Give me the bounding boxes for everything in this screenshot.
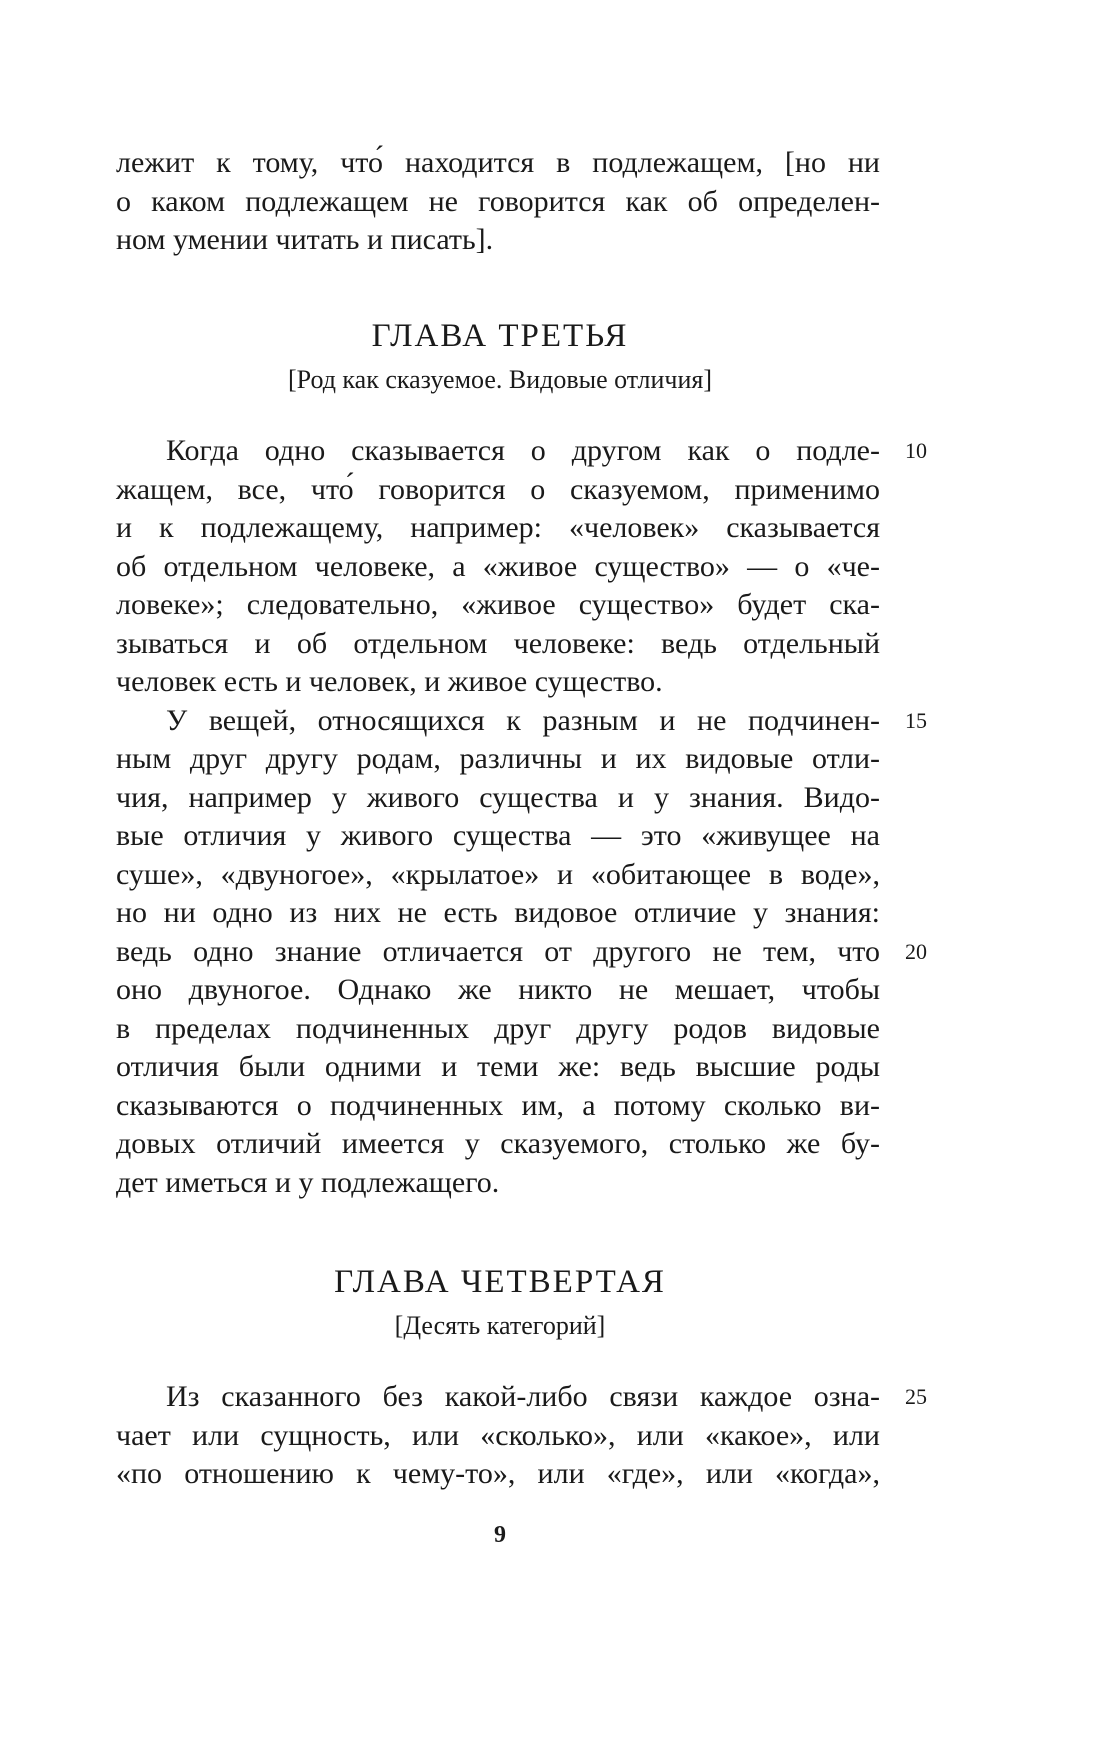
chapter3-title: ГЛАВА ТРЕТЬЯ (371, 318, 629, 354)
text-line: суше», «двуногое», «крылатое» и «обитающее в воде», (116, 857, 880, 891)
line-number: 20 (905, 938, 927, 964)
text-line: оно двуногое. Однако же никто не мешает, чтобы (116, 973, 880, 1006)
text-line: в пределах подчиненных друг другу родов видовые (116, 1011, 880, 1045)
text-line: чия, например у живого существа и у знания. Видо- (116, 780, 880, 814)
text-line: дет иметься и у подлежащего. (116, 1165, 500, 1199)
chapter3-subtitle: [Род как сказуемое. Видовые отличия] (287, 365, 713, 394)
text-line: но ни одно из них не есть видовое отличие у знания: (116, 896, 880, 929)
text-line: У вещей, относящихся к разным и не подчинен- (166, 703, 880, 737)
text-line: лежит к тому, что́ находится в подлежащем, [но ни (116, 146, 880, 179)
text-line: об отдельном человеке, а «живое существо» — о «че- (116, 549, 880, 583)
text-line: ведь одно знание отличается от другого не тем, что (116, 934, 880, 968)
line-number: 10 (905, 438, 927, 463)
line-number: 15 (905, 707, 927, 733)
text-line: ном умении читать и писать]. (116, 223, 494, 256)
text-line: человек есть и человек, и живое существо. (116, 665, 663, 698)
text-line: Из сказанного без какой-либо связи каждое озна- (166, 1380, 880, 1413)
text-line: ловеке»; следовательно, «живое существо» будет ска- (116, 588, 880, 621)
chapter4-title: ГЛАВА ЧЕТВЕРТАЯ (334, 1264, 666, 1300)
text-line: зываться и об отдельном человеке: ведь отдельный (116, 626, 880, 660)
text-line: сказываются о подчиненных им, а потому сколько ви- (116, 1088, 880, 1122)
text-line: Когда одно сказывается о другом как о подле- (166, 434, 880, 467)
text-line: «по отношению к чему-то», или «где», или «когда», (116, 1457, 880, 1490)
text-line: отличия были одними и теми же: ведь высшие роды (116, 1050, 880, 1083)
text-line: вые отличия у живого существа — это «живущее на (116, 819, 880, 852)
text-line: ным друг другу родам, различны и их видовые отли- (116, 742, 880, 775)
chapter4-subtitle: [Десять категорий] (394, 1311, 606, 1340)
text-line: чает или сущность, или «сколько», или «какое», или (116, 1418, 880, 1452)
page-number: 9 (494, 1522, 506, 1548)
text-line: жащем, все, что́ говорится о сказуемом, применимо (116, 472, 880, 506)
text-line: о каком подлежащем не говорится как об определен- (116, 184, 880, 218)
line-number: 25 (905, 1384, 927, 1409)
text-line: и к подлежащему, например: «человек» сказывается (116, 511, 880, 544)
text-line: довых отличий имеется у сказуемого, столько же бу- (116, 1127, 880, 1160)
